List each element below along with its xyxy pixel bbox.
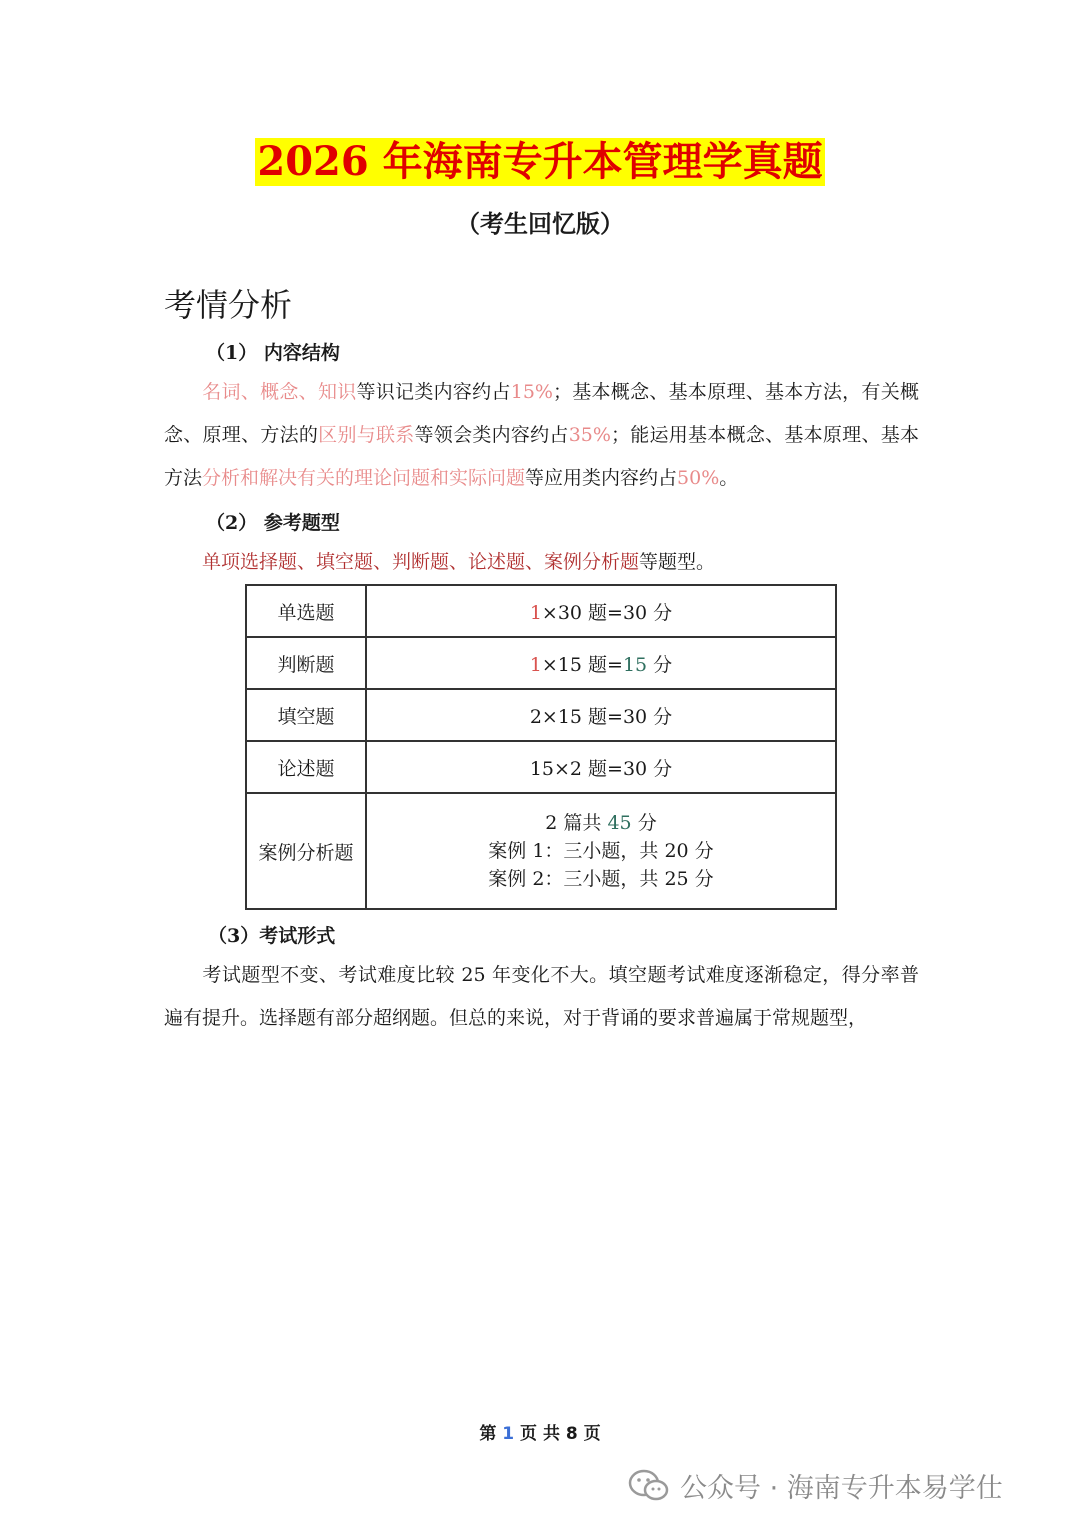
page-number: 1 — [502, 1424, 515, 1444]
comprehension-keywords: 区别与联系 — [318, 424, 415, 446]
part3-paragraph: 考试题型不变、考试难度比较 25 年变化不大。填空题考试难度逐渐稳定，得分率普遍有提升。选择题有部分超纲题。但总的来说，对于背诵的要求普遍属于常规题型， — [164, 964, 919, 1029]
question-type-cell: 填空题 — [246, 689, 366, 741]
doc-title: 2026 年海南专升本管理学真题 — [257, 138, 823, 185]
score-cell: 1×15 题=15 分 — [366, 637, 836, 689]
page-footer: 第 1 页 共 8 页 — [479, 1424, 601, 1444]
part1-paragraph: 名词、概念、知识等识记类内容约占15%；基本概念、基本原理、基本方法，有关概念、原理、方法的区别与联系等领会类内容约占35%；能运用基本概念、基本原理、基本方法分析和解决有关的理论问题和实际问题等应用类内容约占50%。 — [164, 381, 919, 489]
comprehension-percent: 35% — [568, 424, 611, 446]
application-percent: 50% — [677, 467, 720, 489]
recall-keywords: 名词、概念、知识 — [202, 381, 357, 403]
question-type-cell: 判断题 — [246, 637, 366, 689]
case-total: 2 篇共 45 分 — [545, 812, 657, 834]
table-row — [246, 637, 836, 689]
section-heading: 考情分析 — [164, 286, 293, 324]
watermark-text: 公众号 · 海南专升本易学仕 — [680, 1473, 1003, 1504]
table-row — [246, 689, 836, 741]
table-row — [246, 741, 836, 793]
part2-heading: （2） 参考题型 — [206, 512, 340, 534]
part3-heading: （3）考试形式 — [208, 925, 336, 947]
wechat-icon — [628, 1468, 670, 1504]
question-types: 单项选择题、填空题、判断题、论述题、案例分析题 — [202, 551, 640, 573]
application-keywords: 分析和解决有关的理论问题和实际问题 — [202, 467, 526, 489]
table-row — [246, 585, 836, 637]
case-1: 案例 1：三小题，共 20 分 — [488, 840, 714, 862]
watermark — [628, 1466, 1003, 1505]
question-type-cell: 案例分析题 — [246, 793, 366, 909]
score-cell: 1×30 题=30 分 — [366, 585, 836, 637]
score-cell — [366, 793, 836, 909]
doc-subtitle: （考生回忆版） — [456, 209, 624, 238]
score-cell: 2×15 题=30 分 — [366, 689, 836, 741]
case-2: 案例 2：三小题，共 25 分 — [488, 868, 714, 890]
doc-title-wrap — [0, 138, 1080, 186]
part2-paragraph: 单项选择题、填空题、判断题、论述题、案例分析题等题型。 — [202, 551, 716, 573]
score-cell: 15×2 题=30 分 — [366, 741, 836, 793]
question-type-cell: 单选题 — [246, 585, 366, 637]
score-table — [245, 584, 837, 910]
question-type-cell: 论述题 — [246, 741, 366, 793]
part1-heading: （1） 内容结构 — [206, 342, 340, 364]
table-row — [246, 793, 836, 909]
recall-percent: 15% — [510, 381, 553, 403]
